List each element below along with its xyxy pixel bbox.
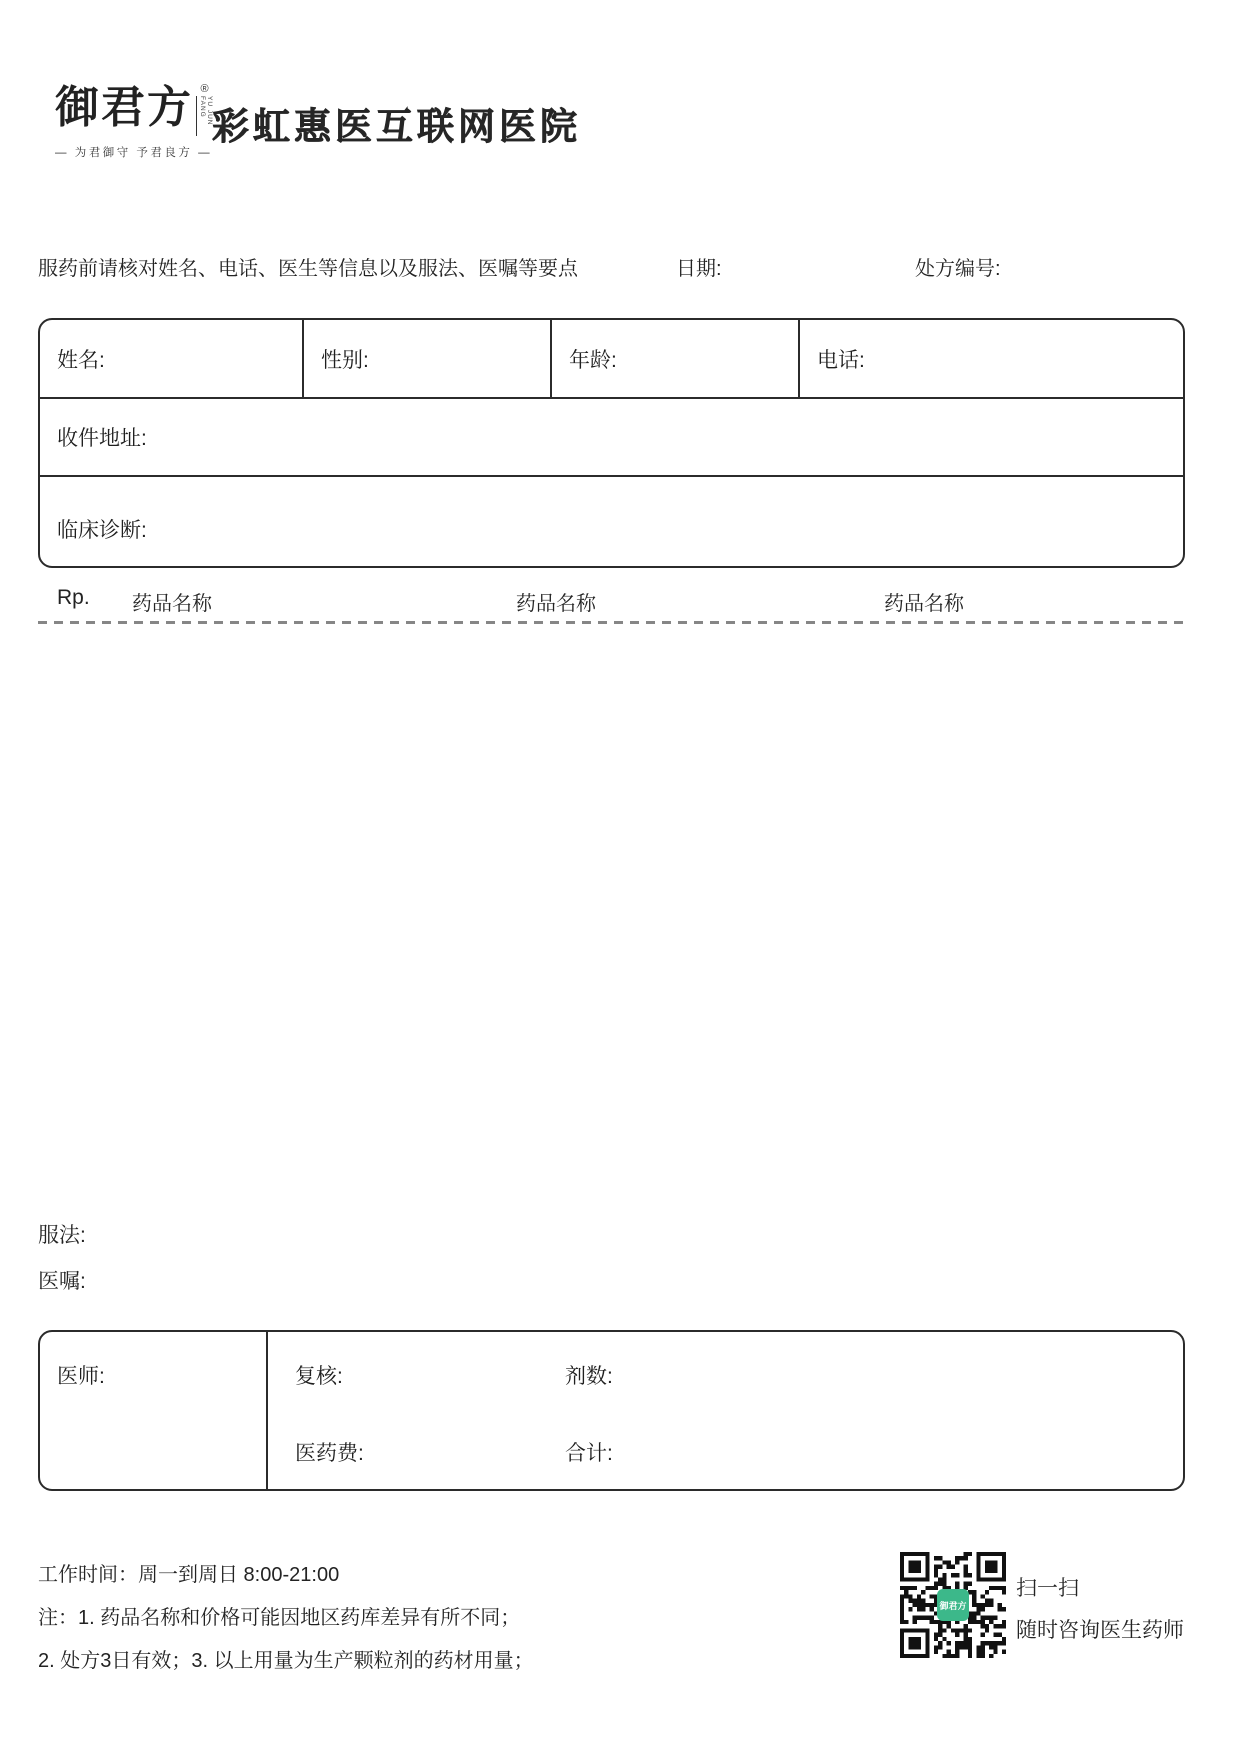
physician-field: 医师: [40,1332,268,1489]
qr-scan-label: 扫一扫 [1016,1577,1079,1600]
verification-notice: 服药前请核对姓名、电话、医生等信息以及服法、医嘱等要点 [38,258,578,280]
brand-tagline: — 为君御守 予君良方 — [55,147,213,159]
brand-logo-pinyin: YU JUN FANG [196,96,213,136]
qr-code [900,1552,1006,1658]
total-field: 合计: [565,1442,613,1465]
patient-row-basic [40,320,1183,397]
hospital-name: 彩虹惠医互联网医院 [212,106,581,147]
note-line-1: 注：1. 药品名称和价格可能因地区药库差异有所不同； [38,1607,521,1629]
drug-name-column-3: 药品名称 [884,593,964,615]
rp-label: Rp. [57,586,90,609]
dose-count-field: 剂数: [565,1365,613,1388]
brand-logo-text: 御君方 [55,83,193,132]
patient-diagnosis-field: 临床诊断: [40,475,1183,566]
qr-center-logo: 御君方 [937,1589,969,1621]
qr-consult-label: 随时咨询医生药师 [1016,1619,1184,1642]
patient-name-field: 姓名: [57,348,105,372]
patient-address-field: 收件地址: [40,397,1183,475]
patient-age-field: 年龄: [550,320,798,397]
prescription-separator [38,621,1185,624]
drug-name-column-2: 药品名称 [516,593,596,615]
note-line-2: 2. 处方3日有效；3. 以上用量为生产颗粒剂的药材用量； [38,1650,534,1672]
drug-name-column-1: 药品名称 [132,593,212,615]
patient-info-box [38,318,1185,568]
date-label: 日期: [676,258,722,280]
doctor-advice-label: 医嘱: [38,1270,86,1293]
patient-gender-field: 性别: [302,320,550,397]
signoff-box [38,1330,1185,1491]
review-field: 复核: [295,1365,343,1388]
patient-phone-field: 电话: [798,320,1183,397]
registered-trademark-icon: ® [200,83,209,95]
usage-label: 服法: [38,1224,86,1247]
rx-number-label: 处方编号: [915,258,1001,280]
brand-logo [55,83,213,160]
working-hours: 工作时间：周一到周日 8:00-21:00 [38,1564,340,1586]
medicine-fee-field: 医药费: [295,1442,364,1465]
